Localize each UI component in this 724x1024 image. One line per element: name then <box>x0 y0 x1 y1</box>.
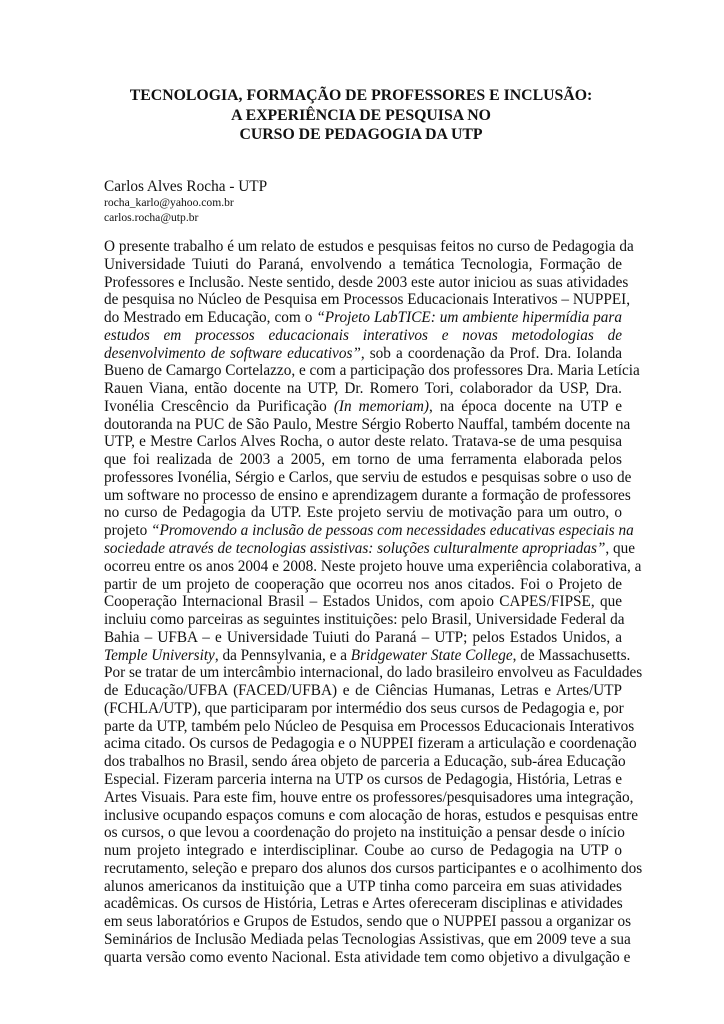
text-line <box>104 345 622 363</box>
text-run: projeto <box>104 522 152 540</box>
text-run: , de Massachusetts. <box>512 646 631 664</box>
author-email-2: carlos.rocha@utp.br <box>104 210 199 224</box>
text-line: Universidade Tuiuti do Paraná, envolvendo a temática Tecnologia, Formação de <box>104 255 622 273</box>
body-paragraph <box>104 238 643 966</box>
text-line: (FCHLA/UTP), que participaram por intermédio dos seus cursos de Pedagogia e, por <box>104 699 624 717</box>
italic-project-title: desenvolvimento de software educativos” <box>104 344 361 362</box>
title-line-2: A EXPERIÊNCIA DE PESQUISA NO <box>231 106 491 124</box>
text-line: de pesquisa no Núcleo de Pesquisa em Processos Educacionais Interativos – NUPPEI, <box>104 291 631 309</box>
text-line: de Educação/UFBA (FACED/UFBA) e de Ciências Humanas, Letras e Artes/UTP <box>104 682 622 700</box>
text-run: , que <box>605 540 636 558</box>
author-info <box>104 178 267 225</box>
text-line: alunos americanos da instituição que a UTP tinha como parceira em suas atividades <box>104 877 622 895</box>
text-line: partir de um projeto de cooperação que ocorreu nos anos citados. Foi o Projeto de <box>104 575 622 593</box>
text-line: acadêmicas. Os cursos de História, Letras e Artes ofereceram disciplinas e atividades <box>104 895 623 913</box>
italic-project-title: sociedade através de tecnologias assistivas: soluções culturalmente apropriadas” <box>104 540 606 558</box>
text-run: do Mestrado em Educação, com o <box>104 309 317 327</box>
text-run: , na época docente na UTP e <box>429 397 623 415</box>
text-line: doutoranda na PUC de São Paulo, Mestre Sérgio Roberto Nauffal, também docente na <box>104 415 631 433</box>
text-line <box>104 309 622 327</box>
text-line: estudos em processos educacionais interativos e novas metodologias de <box>104 326 622 344</box>
text-line: incluiu como parceiras as seguintes instituições: pelo Brasil, Universidade Federal da <box>104 611 625 629</box>
text-line: Rauen Viana, então docente na UTP, Dr. Romero Tori, colaborador da USP, Dra. <box>104 380 622 398</box>
text-line: os cursos, o que levou a coordenação do projeto na instituição a pensar desde o início <box>104 824 625 842</box>
author-email-1: rocha_karlo@yahoo.com.br <box>104 196 234 209</box>
title-line-3: CURSO DE PEDAGOGIA DA UTP <box>239 126 483 143</box>
text-line: quarta versão como evento Nacional. Esta atividade tem como objetivo a divulgação e <box>104 948 631 966</box>
italic-institution: Bridgewater State College <box>350 646 513 664</box>
text-line: O presente trabalho é um relato de estudos e pesquisas feitos no curso de Pedagogia da <box>104 238 634 255</box>
text-line <box>104 540 636 558</box>
text-line: Bueno de Camargo Cortelazzo, e com a participação dos professores Dra. Maria Letícia <box>104 362 640 380</box>
text-line: num projeto integrado e interdisciplinar. Coube ao curso de Pedagogia na UTP o <box>104 842 622 860</box>
text-line: um software no processo de ensino e aprendizagem durante a formação de professores <box>104 486 631 504</box>
text-line: professores Ivonélia, Sérgio e Carlos, que serviu de estudos e pesquisas sobre o uso de <box>104 468 632 486</box>
text-run: Ivonélia Crescêncio da Purificação <box>104 397 334 415</box>
text-line: inclusive ocupando espaços comuns e com alocação de horas, estudos e pesquisas entre <box>104 806 639 824</box>
text-line: acima citado. Os cursos de Pedagogia e o NUPPEI fizeram a articulação e coordenação <box>104 735 637 753</box>
text-line: Por se tratar de um intercâmbio internacional, do lado brasileiro envolveu as Faculdades <box>104 664 643 682</box>
text-line: Artes Visuais. Para este fim, houve entre os professores/pesquisadores uma integração, <box>104 788 634 806</box>
text-line: parte da UTP, também pelo Núcleo de Pesquisa em Processos Educacionais Interativos <box>104 717 635 735</box>
text-line: no curso de Pedagogia da UTP. Este projeto serviu de motivação para um outro, o <box>104 504 622 522</box>
text-line: Cooperação Internacional Brasil – Estados Unidos, com apoio CAPES/FIPSE, que <box>104 593 622 611</box>
text-line <box>104 398 622 416</box>
text-line: recrutamento, seleção e preparo dos alunos dos cursos participantes e o acolhimento dos <box>104 859 643 877</box>
text-run: , da Pennsylvania, e a <box>214 646 351 664</box>
text-line: Seminários de Inclusão Mediada pelas Tecnologias Assistivas, que em 2009 teve a sua <box>104 930 631 948</box>
document-title <box>100 86 622 145</box>
text-line: Professores e Inclusão. Neste sentido, desde 2003 este autor iniciou as suas atividades <box>104 273 629 291</box>
text-line <box>104 646 631 665</box>
title-line-1: TECNOLOGIA, FORMAÇÃO DE PROFESSORES E INCLUSÃO: <box>129 87 593 104</box>
italic-project-title: “Promovendo a inclusão de pessoas com necessidades educativas especiais na <box>151 522 634 540</box>
text-run: , sob a coordenação da Prof. Dra. Iolanda <box>360 344 622 362</box>
text-line: UTP, e Mestre Carlos Alves Rocha, o autor deste relato. Tratava-se de uma pesquisa <box>104 433 622 451</box>
italic-in-memoriam: (In memoriam) <box>333 397 429 415</box>
text-line: ocorreu entre os anos 2004 e 2008. Neste projeto houve uma experiência colaborativa, a <box>104 557 642 575</box>
text-line: Especial. Fizeram parceria interna na UTP os cursos de Pedagogia, História, Letras e <box>104 770 622 788</box>
text-line: que foi realizada de 2003 a 2005, em torno de uma ferramenta elaborada pelos <box>104 451 622 469</box>
italic-project-title: “Projeto LabTICE: um ambiente hipermídia para <box>316 309 622 327</box>
text-line: dos trabalhos no Brasil, sendo área objeto de parceria a Educação, sub-área Educação <box>104 753 626 771</box>
italic-institution: Temple University <box>104 646 215 664</box>
author-name: Carlos Alves Rocha - UTP <box>104 178 268 195</box>
text-line: Bahia – UFBA – e Universidade Tuiuti do Paraná – UTP; pelos Estados Unidos, a <box>104 628 622 646</box>
text-line <box>104 522 634 540</box>
text-line: em seus laboratórios e Grupos de Estudos, sendo que o NUPPEI passou a organizar os <box>104 913 632 931</box>
